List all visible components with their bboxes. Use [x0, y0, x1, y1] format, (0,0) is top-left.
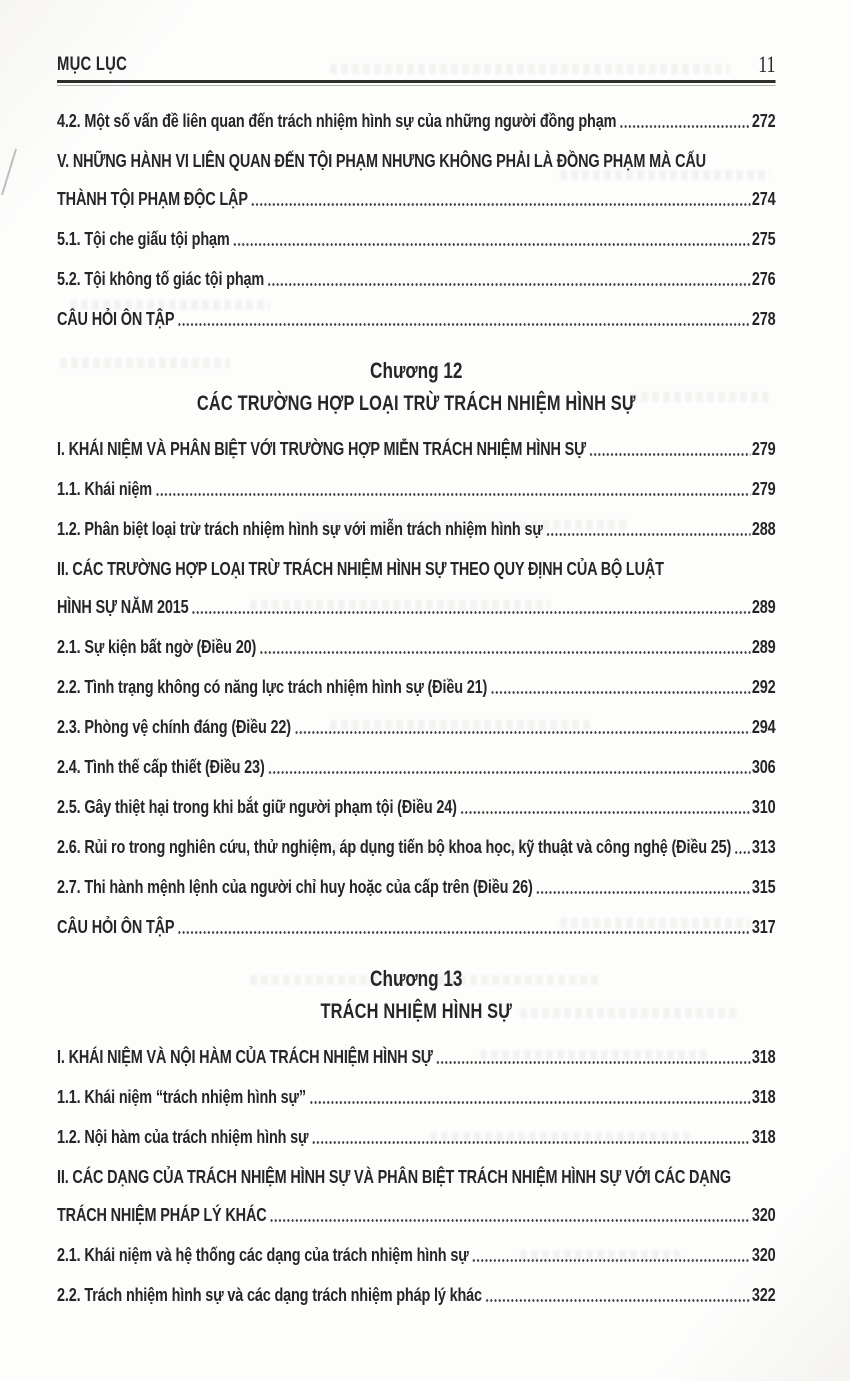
dot-leader [294, 714, 750, 739]
toc-entry [57, 306, 776, 331]
entry-page-number: 279 [751, 478, 776, 499]
dot-leader [178, 914, 751, 939]
entry-text: 5.2. Tội không tố giác tội phạm [57, 268, 265, 289]
toc-list [57, 108, 776, 1307]
entry-text: 2.3. Phòng vệ chính đáng (Điều 22) [57, 716, 291, 737]
dot-leader [536, 874, 751, 899]
dot-leader [233, 226, 751, 251]
toc-entry [57, 1242, 776, 1267]
toc-entry [57, 634, 776, 659]
toc-entry [57, 794, 776, 819]
entry-text: HÌNH SỰ NĂM 2015 [57, 596, 189, 617]
entry-page-number: 317 [751, 916, 776, 937]
dot-leader [546, 516, 751, 541]
toc-title: MỤC LỤC [57, 54, 128, 75]
entry-text: 1.1. Khái niệm “trách nhiệm hình sự” [57, 1086, 306, 1107]
dot-leader [309, 1084, 750, 1109]
toc-entry [57, 834, 776, 859]
dot-leader [192, 594, 751, 619]
entry-text: 1.2. Nội hàm của trách nhiệm hình sự [57, 1126, 309, 1147]
dot-leader [268, 754, 751, 779]
dot-leader [485, 1282, 750, 1307]
dot-leader [436, 1044, 750, 1069]
entry-text: I. KHÁI NIỆM VÀ NỘI HÀM CỦA TRÁCH NHIỆM HÌNH SỰ [57, 1046, 433, 1067]
chapter-title: TRÁCH NHIỆM HÌNH SỰ [320, 1000, 513, 1023]
entry-text: 1.1. Khái niệm [57, 478, 152, 499]
entry-text-line1: V. NHỮNG HÀNH VI LIÊN QUAN ĐẾN TỘI PHẠM NHƯNG KHÔNG PHẢI LÀ ĐỒNG PHẠM MÀ CẤU [57, 150, 706, 171]
entry-page-number: 289 [751, 636, 776, 657]
toc-entry [57, 874, 776, 899]
entry-page-number: 272 [751, 110, 776, 131]
toc-entry [57, 1084, 776, 1109]
toc-entry [57, 914, 776, 939]
entry-page-number: 306 [751, 756, 776, 777]
dot-leader [155, 476, 750, 501]
entry-page-number: 292 [751, 676, 776, 697]
toc-entry [57, 754, 776, 779]
page-header [57, 54, 776, 83]
entry-text: 2.2. Trách nhiệm hình sự và các dạng trách nhiệm pháp lý khác [57, 1284, 482, 1305]
entry-text: 2.6. Rủi ro trong nghiên cứu, thử nghiệm, áp dụng tiến bộ khoa học, kỹ thuật và công nghệ (Điều 25) [57, 836, 732, 857]
dot-leader [734, 834, 750, 859]
entry-text-line1: II. CÁC TRƯỜNG HỢP LOẠI TRỪ TRÁCH NHIỆM HÌNH SỰ THEO QUY ĐỊNH CỦA BỘ LUẬT [57, 558, 664, 579]
entry-text: 2.4. Tình thế cấp thiết (Điều 23) [57, 756, 265, 777]
dot-leader [589, 436, 750, 461]
dot-leader [178, 306, 751, 331]
chapter-title: CÁC TRƯỜNG HỢP LOẠI TRỪ TRÁCH NHIỆM HÌNH SỰ [196, 392, 636, 415]
toc-entry [57, 1202, 776, 1227]
entry-page-number: 275 [751, 228, 776, 249]
page-number: 11 [758, 52, 776, 77]
entry-page-number: 322 [751, 1284, 776, 1305]
dot-leader [460, 794, 750, 819]
pen-mark-artifact [1, 149, 17, 195]
chapter-heading [57, 357, 776, 417]
entry-page-number: 289 [751, 596, 776, 617]
entry-text-line1: II. CÁC DẠNG CỦA TRÁCH NHIỆM HÌNH SỰ VÀ PHÂN BIỆT TRÁCH NHIỆM HÌNH SỰ VỚI CÁC DẠNG [57, 1166, 731, 1187]
entry-page-number: 288 [751, 518, 776, 539]
toc-entry [57, 674, 776, 699]
entry-page-number: 320 [751, 1244, 776, 1265]
entry-text: 4.2. Một số vấn đề liên quan đến trách nhiệm hình sự của những người đồng phạm [57, 110, 617, 131]
entry-page-number: 320 [751, 1204, 776, 1225]
entry-page-number: 276 [751, 268, 776, 289]
toc-entry [57, 108, 776, 133]
entry-page-number: 274 [751, 188, 776, 209]
dot-leader [251, 186, 750, 211]
dot-leader [267, 266, 750, 291]
chapter-number: Chương 13 [370, 966, 463, 991]
entry-page-number: 278 [751, 308, 776, 329]
dot-leader [472, 1242, 751, 1267]
entry-text: 2.7. Thi hành mệnh lệnh của người chỉ huy hoặc của cấp trên (Điều 26) [57, 876, 533, 897]
page-content [57, 0, 776, 1322]
entry-page-number: 313 [751, 836, 776, 857]
chapter-number: Chương 12 [370, 358, 463, 383]
dot-leader [311, 1124, 750, 1149]
entry-page-number: 318 [751, 1046, 776, 1067]
entry-text: 2.1. Sự kiện bất ngờ (Điều 20) [57, 636, 257, 657]
entry-text: 5.1. Tội che giấu tội phạm [57, 228, 230, 249]
toc-entry [57, 186, 776, 211]
entry-text: I. KHÁI NIỆM VÀ PHÂN BIỆT VỚI TRƯỜNG HỢP MIỄN TRÁCH NHIỆM HÌNH SỰ [57, 438, 586, 459]
entry-page-number: 294 [751, 716, 776, 737]
entry-page-number: 315 [751, 876, 776, 897]
dot-leader [619, 108, 750, 133]
toc-entry [57, 1124, 776, 1149]
toc-entry [57, 516, 776, 541]
toc-entry [57, 594, 776, 619]
chapter-heading [57, 965, 776, 1025]
toc-entry [57, 266, 776, 291]
entry-text: TRÁCH NHIỆM PHÁP LÝ KHÁC [57, 1204, 267, 1225]
entry-page-number: 318 [751, 1086, 776, 1107]
toc-entry [57, 436, 776, 461]
entry-page-number: 279 [751, 438, 776, 459]
entry-page-number: 310 [751, 796, 776, 817]
dot-leader [270, 1202, 751, 1227]
toc-entry [57, 226, 776, 251]
entry-text: 1.2. Phân biệt loại trừ trách nhiệm hình sự với miễn trách nhiệm hình sự [57, 518, 543, 539]
entry-text: CÂU HỎI ÔN TẬP [57, 916, 175, 937]
entry-text: CÂU HỎI ÔN TẬP [57, 308, 175, 329]
entry-text: 2.1. Khái niệm và hệ thống các dạng của trách nhiệm hình sự [57, 1244, 469, 1265]
dot-leader [259, 634, 750, 659]
toc-entry [57, 476, 776, 501]
entry-text: 2.2. Tình trạng không có năng lực trách nhiệm hình sự (Điều 21) [57, 676, 488, 697]
toc-entry [57, 1282, 776, 1307]
entry-page-number: 318 [751, 1126, 776, 1147]
toc-entry [57, 1044, 776, 1069]
toc-entry [57, 714, 776, 739]
entry-text: 2.5. Gây thiệt hại trong khi bắt giữ người phạm tội (Điều 24) [57, 796, 457, 817]
entry-text: THÀNH TỘI PHẠM ĐỘC LẬP [57, 188, 248, 209]
dot-leader [490, 674, 750, 699]
